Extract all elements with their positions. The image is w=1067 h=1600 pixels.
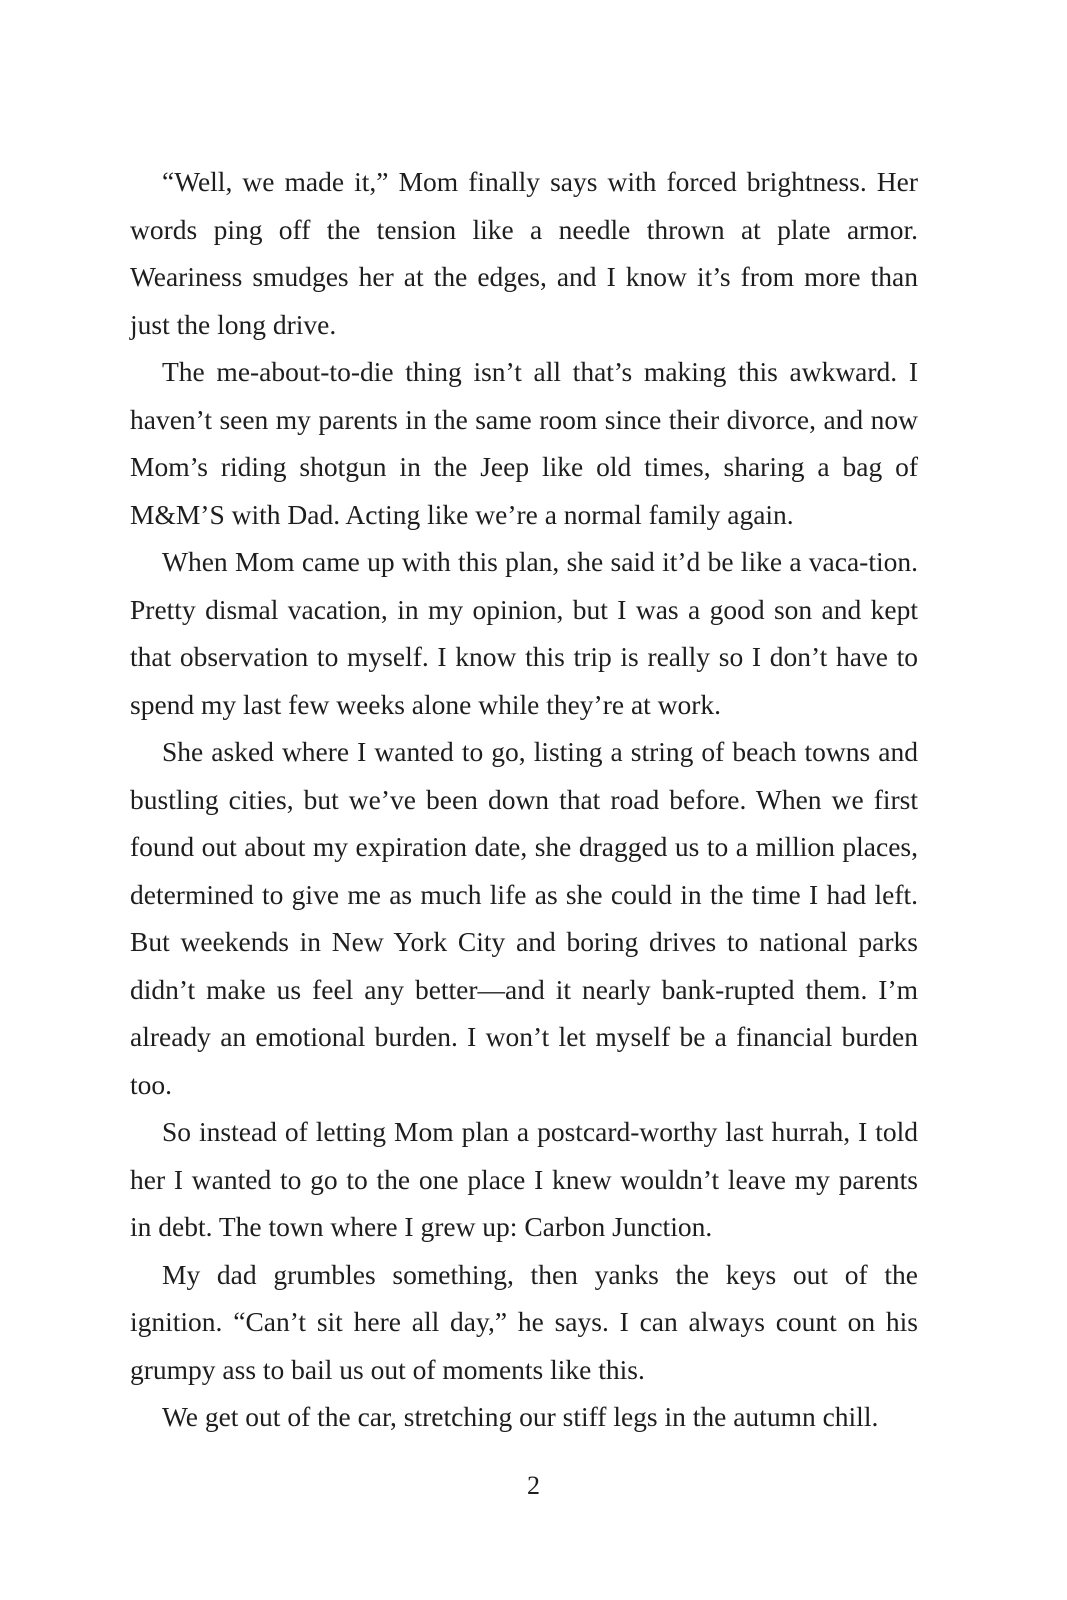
paragraph-2: The me-about-to-die thing isn’t all that’s making this awkward. I haven’t seen my parents in the same room since their divorce, and now Mom’s riding shotgun in the Jeep like old times, sharing a bag of M&M’S with Dad. Acting like we’re a normal family again. — [130, 356, 918, 530]
paragraph-5: So instead of letting Mom plan a postcard-worthy last hurrah, I told her I wanted to go to the one place I knew wouldn’t leave my parents in debt. The town where I grew up: Carbon Junction. — [130, 1116, 918, 1242]
paragraph-6: My dad grumbles something, then yanks the keys out of the ignition. “Can’t sit here all day,” he says. I can always count on his grumpy ass to bail us out of moments like this. — [130, 1258, 918, 1385]
page-number: 2 — [527, 1471, 540, 1500]
page-body — [130, 158, 918, 1441]
paragraph-1: “Well, we made it,” Mom finally says with forced brightness. Her words ping off the tension like a needle thrown at plate armor. Weariness smudges her at the edges, and I know it’s from more than just the long drive. — [130, 166, 918, 340]
paragraph-4: She asked where I wanted to go, listing a string of beach towns and bustling cities, but we’ve been down that road before. When we first found out about my expiration date, she dragged us to a million places, determined to give me as much life as she could in the time I had left. But weekends in New York City and boring drives to national parks didn’t make us feel any better—and it nearly bank-rupted them. I’m already an emotional burden. I won’t let myself be a financial burden too. — [130, 736, 918, 1100]
paragraph-7: We get out of the car, stretching our stiff legs in the autumn chill. — [162, 1401, 879, 1432]
paragraph-3: When Mom came up with this plan, she said it’d be like a vaca-tion. Pretty dismal vacation, in my opinion, but I was a good son and kept that observation to myself. I know this trip is really so I don’t have to spend my last few weeks alone while they’re at work. — [130, 546, 918, 720]
